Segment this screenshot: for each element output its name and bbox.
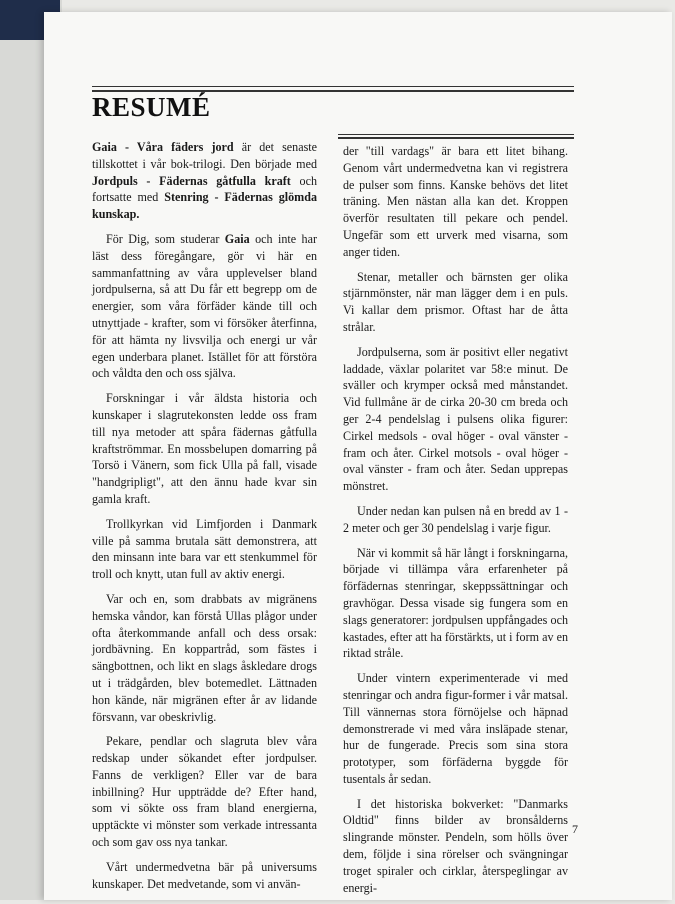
right-column <box>343 143 568 904</box>
paragraph: der "till vardags" är bara ett litet bihang. Genom vårt undermedvetna kan vi registrera de pulser som finns. Kanske behövs det litet träning. Men nästan alla kan det. Kroppen överför resultaten till pekare och pendel. Ungefär som ett urverk med visarna, som anger tiden. <box>343 144 568 259</box>
left-column <box>92 139 317 900</box>
paragraph: Gaia - Våra fäders jord är det senaste tillskottet i vår bok-trilogi. Den började med Jordpuls - Fädernas gåtfulla kraft och fortsatte med Stenring - Fädernas glömda kunskap. <box>92 140 317 222</box>
paragraph: Jordpulserna, som är positivt eller negativt laddade, växlar polaritet var 58:e minut. De sväller och krymper också med månstandet. Vid fullmåne är de cirka 20-30 cm breda och ger 2-4 pendelslag i pulsens olika figurer: Cirkel medsols - oval höger - oval vänster - fram och åter. Cirkel motsols - oval höger - oval vänster - fram och åter. Sedan upprepas mönstret. <box>343 344 568 494</box>
title-rule-thin <box>92 86 574 87</box>
paragraph: Forskningar i vår äldsta historia och kunskaper i slagrutekonsten ledde oss fram till nya metoder att spåra fädernas gåtfulla kraftströmmar. En mossbelupen domarring på Torsö i Vänern, som fick Ulla på fall, visade "handgripligt", att den ännu hade kvar sin gamla kraft. <box>92 391 317 506</box>
column-rule-thin <box>338 134 574 135</box>
page-title: RESUMÉ <box>92 92 211 122</box>
paragraph: Under nedan kan pulsen nå en bredd av 1 - 2 meter och ger 30 pendelslag i varje figur. <box>343 503 568 535</box>
paragraph: Vårt undermedvetna bär på universums kunskaper. Det medvetande, som vi använ- <box>92 859 317 891</box>
paragraph: För Dig, som studerar Gaia och inte har läst dess föregångare, gör vi här en sammanfattning av våra upplevelser bland jordpulserna, så att Du får ett begrepp om de energier, som våra förfäder kände till och utnyttjade - krafter, som vi försöker återfinna, för att hämta ny livsvilja och energi ur vår egen underbara planet. Istället för att förstöra och våldta den och oss själva. <box>92 231 317 381</box>
paragraph: Stenar, metaller och bärnsten ger olika stjärnmönster, när man lägger dem i en puls. Vi kallar dem prismor. Oftast har de åtta strålar. <box>343 269 568 334</box>
paragraph: Under vintern experimenterade vi med stenringar och andra figur-former i vår matsal. Till vännernas stora förnöjelse och häpnad demonstrerade vi med våra insläpade stenar, hur de fungerade. Precis som sina stora prototyper, som förfäderna byggde för tusentals år sedan. <box>343 671 568 786</box>
column-rule-thick <box>338 137 574 139</box>
paragraph: Trollkyrkan vid Limfjorden i Danmark ville på samma brutala sätt demonstrera, att den minsann inte bara var ett stenkummel för troll och knytt, utan full av aktiv energi. <box>92 516 317 582</box>
page-number: 7 <box>572 822 578 836</box>
paragraph: I det historiska bokverket: "Danmarks Oldtid" finns bilder av bronsålderns slingrande mönster. Pendeln, som hölls över dem, följde i sina rörelser och svängningar troget spiraler och cirklar, återspeglingar av energi- <box>343 796 568 895</box>
paragraph: När vi kommit så här långt i forskningarna, började vi tillämpa våra erfarenheter på förfädernas stenringar, skeppssättningar och gravhögar. Dessa visade sig fungera som en slags generatorer: jordpulsen uppfångades och kastades, efter att ha förstärkts, ut i form av en riktad stråle. <box>343 545 568 661</box>
paragraph: Var och en, som drabbats av migränens hemska våndor, kan förstå Ullas plågor under ofta återkommande anfall och dess orsak: jordbävning. En koppartråd, som fästes i sängbottnen, och likt en slags åskledare drogs ut i trädgården, blev botemedlet. Lättnaden hon kände, när migränen efter år av lidande försvann, var obeskrivlig. <box>92 591 317 724</box>
paragraph: Pekare, pendlar och slagruta blev våra redskap under sökandet efter jordpulser. Fanns de verkligen? Eller var de bara inbillning? Hur uppträdde de? Efter hand, som vi sökte oss fram bland energierna, upptäckte vi mönster som verkade intressanta och som gav oss nya tankar. <box>92 734 317 850</box>
